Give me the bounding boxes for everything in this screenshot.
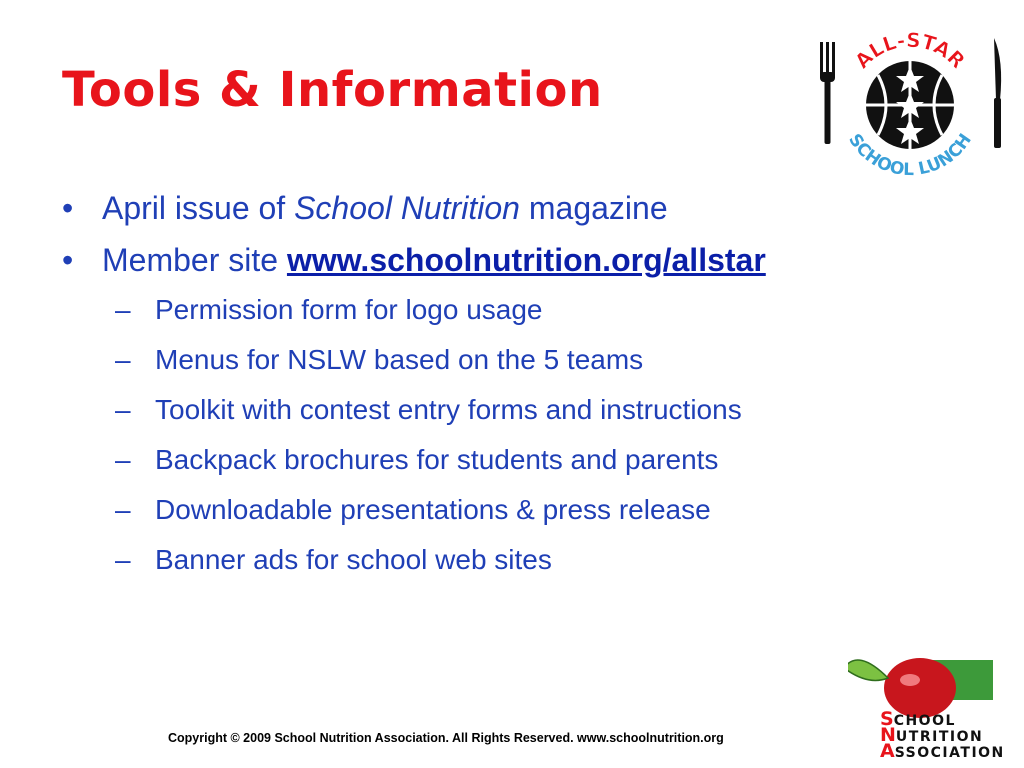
logo-arc-bottom: SCHOOL LUNCH: [844, 130, 976, 180]
sna-cap-s: S: [880, 708, 894, 730]
sna-wordmark: [880, 708, 1005, 762]
dash-glyph: –: [115, 544, 131, 575]
bullet-list: [62, 190, 766, 594]
sna-word-nutrition: UTRITION: [895, 729, 984, 745]
bullet-glyph: •: [62, 190, 74, 226]
dash-glyph: –: [115, 394, 131, 425]
knife-icon: [994, 38, 1001, 148]
sub-item-text: Permission form for logo usage: [155, 294, 543, 325]
list-item: [62, 344, 766, 394]
list-item: [62, 294, 766, 344]
dash-glyph: –: [115, 344, 131, 375]
bullet-glyph: •: [62, 242, 74, 278]
list-item: [62, 494, 766, 544]
sub-item-text: Toolkit with contest entry forms and instructions: [155, 394, 742, 425]
dash-glyph: –: [115, 294, 131, 325]
dash-glyph: –: [115, 494, 131, 525]
basketball-icon: [866, 61, 954, 149]
sub-item-text: Banner ads for school web sites: [155, 544, 552, 575]
sub-item-text: Menus for NSLW based on the 5 teams: [155, 344, 644, 375]
bullet-text: magazine: [519, 190, 668, 226]
magazine-title: School Nutrition: [294, 190, 520, 226]
fork-icon: [820, 42, 835, 144]
list-item: [62, 190, 766, 242]
bullet-text: Member site: [102, 242, 287, 278]
list-item: [62, 444, 766, 494]
sna-cap-a: A: [880, 740, 895, 762]
sub-item-text: Downloadable presentations & press release: [155, 494, 711, 525]
copyright-footer: Copyright © 2009 School Nutrition Association. All Rights Reserved. www.schoolnutrition.org: [168, 731, 724, 745]
dash-glyph: –: [115, 444, 131, 475]
sna-cap-n: N: [880, 724, 896, 746]
apple-icon: [848, 658, 956, 718]
member-site-link[interactable]: www.schoolnutrition.org/allstar: [286, 242, 766, 278]
sub-item-text: Backpack brochures for students and parents: [155, 444, 719, 475]
sna-word-association: SSOCIATION: [894, 745, 1005, 761]
list-item: [62, 544, 766, 594]
leaf-icon: [848, 660, 888, 680]
slide-title: Tools & Information: [62, 62, 603, 118]
bullet-text: April issue of: [102, 190, 295, 226]
list-item: [62, 242, 766, 294]
sna-word-school: CHOOL: [893, 713, 956, 729]
logo-arc-top: ALL-STAR: [849, 30, 971, 74]
all-star-school-lunch-logo: [812, 30, 1008, 180]
list-item: [62, 394, 766, 444]
